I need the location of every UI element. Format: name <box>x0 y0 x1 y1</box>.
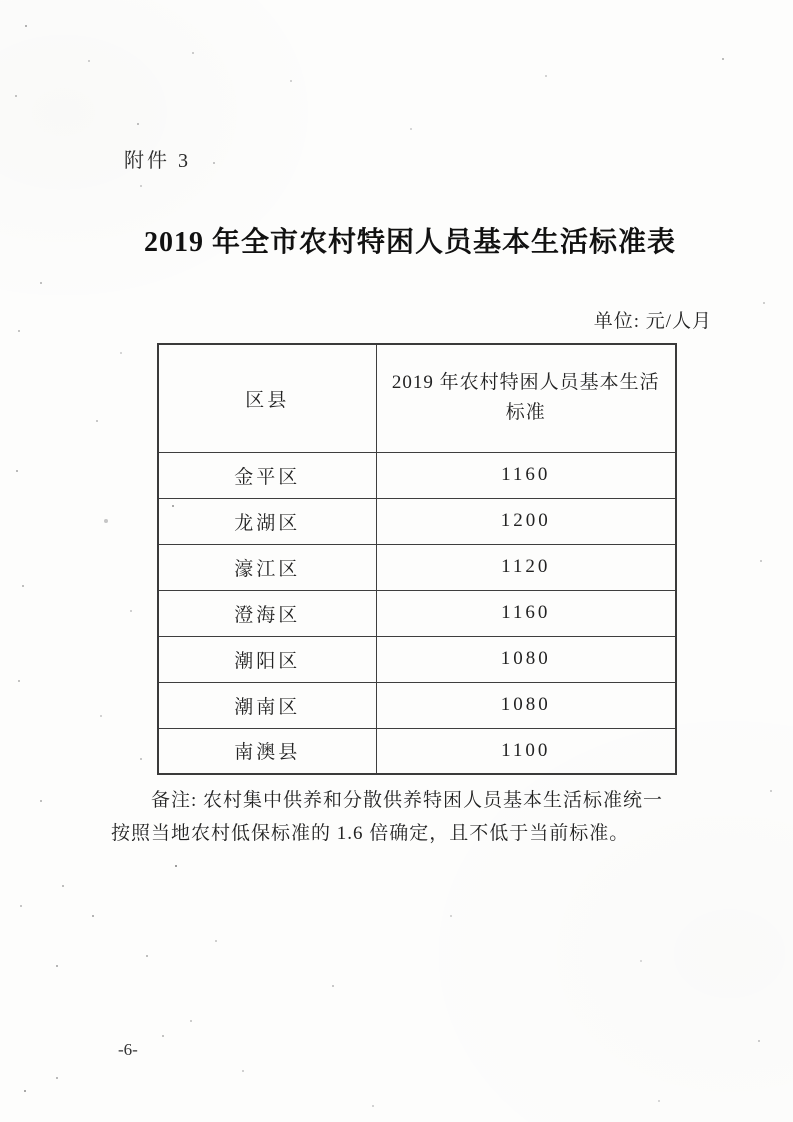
district-cell: 潮南区 <box>158 682 376 728</box>
table-row <box>158 728 676 774</box>
standards-table <box>157 343 677 775</box>
value-cell: 1200 <box>376 498 676 544</box>
table-header-row <box>158 344 676 452</box>
value-cell: 1120 <box>376 544 676 590</box>
header-district: 区县 <box>158 344 376 452</box>
value-cell: 1100 <box>376 728 676 774</box>
district-cell: 濠江区 <box>158 544 376 590</box>
district-cell: 潮阳区 <box>158 636 376 682</box>
district-cell: 金平区 <box>158 452 376 498</box>
table-row <box>158 682 676 728</box>
district-cell: 南澳县 <box>158 728 376 774</box>
table-row <box>158 544 676 590</box>
attachment-label: 附件 3 <box>124 150 191 172</box>
value-cell: 1160 <box>376 590 676 636</box>
table-row <box>158 590 676 636</box>
value-cell: 1080 <box>376 682 676 728</box>
scan-noise <box>0 0 2 2</box>
footnote-line-1: 备注: 农村集中供养和分散供养特困人员基本生活标准统一 <box>151 790 664 811</box>
district-cell: 龙湖区 <box>158 498 376 544</box>
value-cell: 1160 <box>376 452 676 498</box>
header-standard: 2019 年农村特困人员基本生活标准 <box>376 344 676 452</box>
district-cell: 澄海区 <box>158 590 376 636</box>
page-number: -6- <box>118 1040 138 1059</box>
unit-note: 单位: 元/人月 <box>593 311 712 332</box>
table-row <box>158 452 676 498</box>
footnote-line-2: 按照当地农村低保标准的 1.6 倍确定，且不低于当前标准。 <box>111 823 630 844</box>
value-cell: 1080 <box>376 636 676 682</box>
page-title: 2019 年全市农村特困人员基本生活标准表 <box>143 227 676 258</box>
footnote <box>111 784 723 850</box>
table-row <box>158 636 676 682</box>
table-row <box>158 498 676 544</box>
